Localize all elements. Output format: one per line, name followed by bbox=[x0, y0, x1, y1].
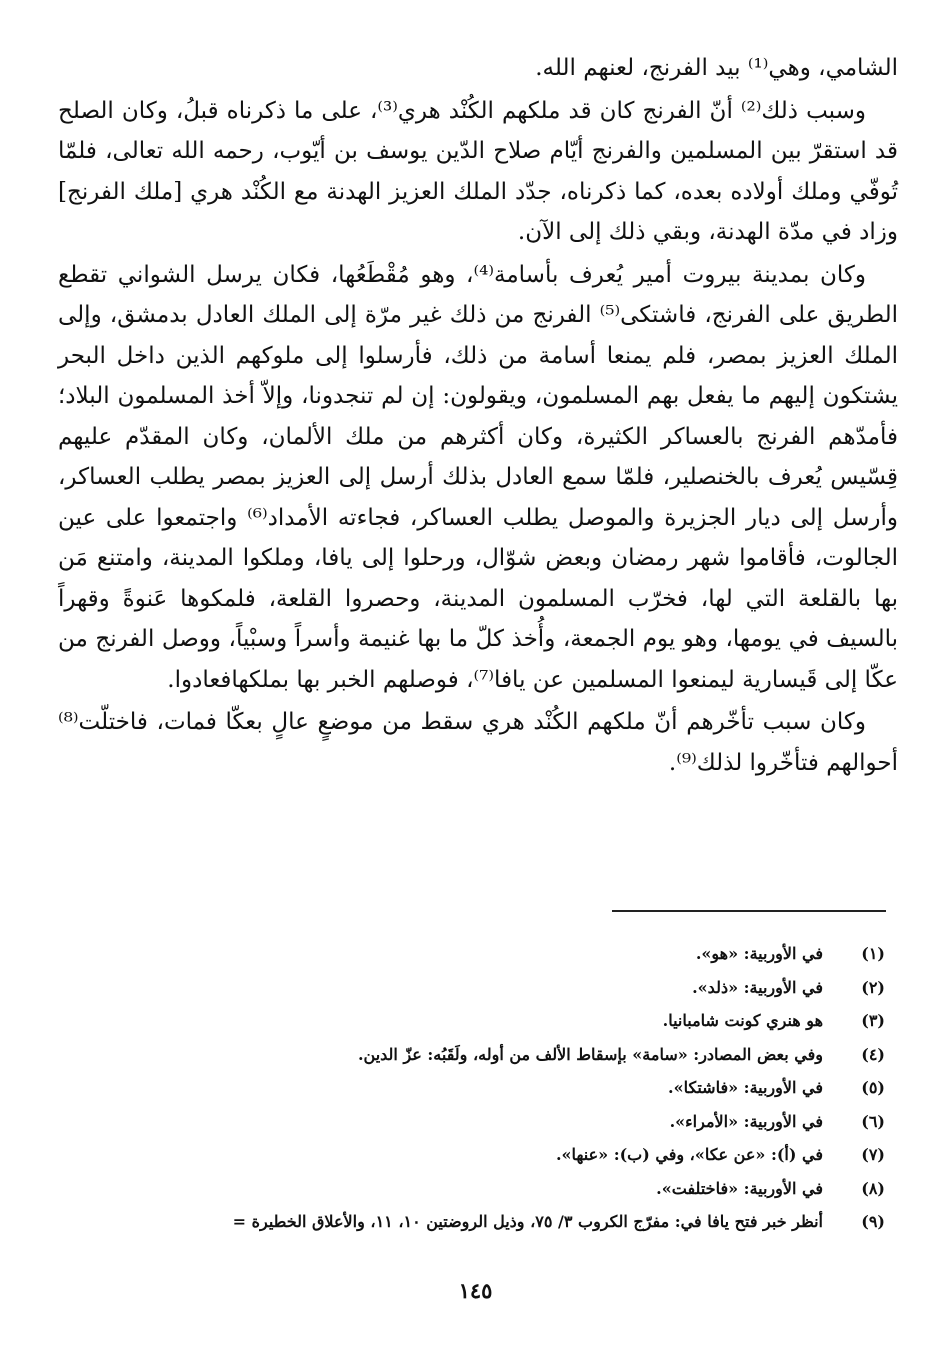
footnote-number: (٧) bbox=[861, 1145, 885, 1164]
footnote-item bbox=[30, 1038, 885, 1072]
footnote-number: (٦) bbox=[861, 1111, 885, 1131]
footnote-text: وفي بعض المصادر: «سامة» بإسقاط الألف من أوله، ولَقَبُه: عزّ الدين. bbox=[357, 1044, 823, 1064]
footnote-number: (١) bbox=[861, 944, 885, 963]
footnote-text: في الأوربية: «هو». bbox=[695, 944, 823, 963]
footnote-text: هو هنري كونت شامبانيا. bbox=[662, 1011, 823, 1030]
footnote-item bbox=[30, 1172, 885, 1206]
footnote-text: في الأوربية: «الأمراء». bbox=[669, 1111, 823, 1131]
paragraph-3: وكان بمدينة بيروت أمير يُعرف بأسامة⁽⁴⁾، وهو مُقْطَعُها، فكان يرسل الشواني تقطع الطريق على الفرنج، فاشتكى⁽⁵⁾ الفرنج من ذلك غير مرّة إلى الملك العادل بدمشق، وإلى الملك العزيز بمصر، فلم يمنعا أسامة من ذلك، فأرسلوا إلى ملوكهم الذين داخل البحر يشتكون إليهم ما يفعل بهم المسلمون، ويقولون: إن لم تنجدونا، وإلاّ أخذ المسلمون البلاد؛ فأمدّهم الفرنج بالعساكر الكثيرة، وكان أكثرهم من ملك الألمان، وكان المقدّم عليهم قِسّيس يُعرف بالخنصلير، فلمّا سمع العادل بذلك أرسل إلى العزيز بمصر يطلب العساكر، وأرسل إلى ديار الجزيرة والموصل يطلب العساكر، فجاءته الأمداد⁽⁶⁾ واجتمعوا على عين الجالوت، فأقاموا شهر رمضان وبعض شوّال، ورحلوا إلى يافا، وملكوا المدينة، وامتنع مَن بها بالقلعة التي لها، فخرّب المسلمون المدينة، وحصروا القلعة، فلمكوها عَنوةً وقهراً بالسيف في يومها، وهو يوم الجمعة، وأُخذ كلّ ما بها غنيمة وأسراً وسبْياً، ووصل الفرنج من عكّا إلى قَيسارية ليمنعوا المسلمين عن يافا⁽⁷⁾، فوصلهم الخبر بها بملكهافعادوا. bbox=[58, 261, 898, 693]
footnote-item bbox=[30, 1205, 885, 1239]
footnote-number: (٤) bbox=[861, 1044, 885, 1064]
paragraph-2: وسبب ذلك⁽²⁾ أنّ الفرنج كان قد ملكهم الكُنْد هري⁽³⁾، على ما ذكرناه قبلُ، وكان الصلح قد استقرّ بين المسلمين والفرنج أيّام صلاح الدّين يوسف بن أيّوب، رحمه الله تعالى، فلمّا تُوفّي وملك أولاده بعده، كما ذكرناه، جدّد الملك العزيز الهدنة مع الكُنْد هري [ملك الفرنج] وزاد في مدّة الهدنة، وبقي ذلك إلى الآن. bbox=[58, 97, 898, 245]
footnote-number: (٩) bbox=[861, 1212, 885, 1231]
main-text bbox=[58, 48, 898, 783]
footnote-item bbox=[30, 971, 885, 1005]
paragraph-1: الشامي، وهي⁽¹⁾ بيد الفرنج، لعنهم الله. bbox=[535, 55, 898, 81]
footnote-text: في الأوربية: «ذلد». bbox=[692, 977, 823, 997]
footnote-number: (٥) bbox=[861, 1078, 885, 1097]
paragraph-4: وكان سبب تأخّرهم أنّ ملكهم الكُنْد هري سقط من موضعٍ عالٍ بعكّا فمات، فاختلّت⁽⁸⁾ أحوالهم فتأخّروا لذلك⁽⁹⁾. bbox=[58, 709, 898, 776]
footnote-text: في (أ): «عن عكا»، وفي (ب): «عنها». bbox=[555, 1145, 823, 1164]
footnote-number: (٨) bbox=[861, 1178, 885, 1198]
footnote-item bbox=[30, 1004, 885, 1038]
footnote-item bbox=[30, 1138, 885, 1172]
footnote-number: (٢) bbox=[861, 977, 885, 997]
footnote-text: في الأوربية: «فاشتكا». bbox=[668, 1078, 823, 1097]
footnote-text: أنظر خبر فتح يافا في: مفرّج الكروب ٣/ ٧٥، وذيل الروضتين ١٠، ١١، والأعلاق الخطيرة = bbox=[232, 1212, 823, 1231]
footnotes-list bbox=[30, 937, 885, 1239]
footnote-item bbox=[30, 1105, 885, 1139]
footnote-text: في الأوربية: «فاختلفت». bbox=[656, 1178, 823, 1198]
footnote-divider bbox=[612, 910, 886, 912]
footnote-number: (٣) bbox=[861, 1011, 885, 1030]
page-number: ١٤٥ bbox=[458, 1278, 493, 1303]
footnote-item bbox=[30, 937, 885, 971]
footnote-item bbox=[30, 1071, 885, 1105]
